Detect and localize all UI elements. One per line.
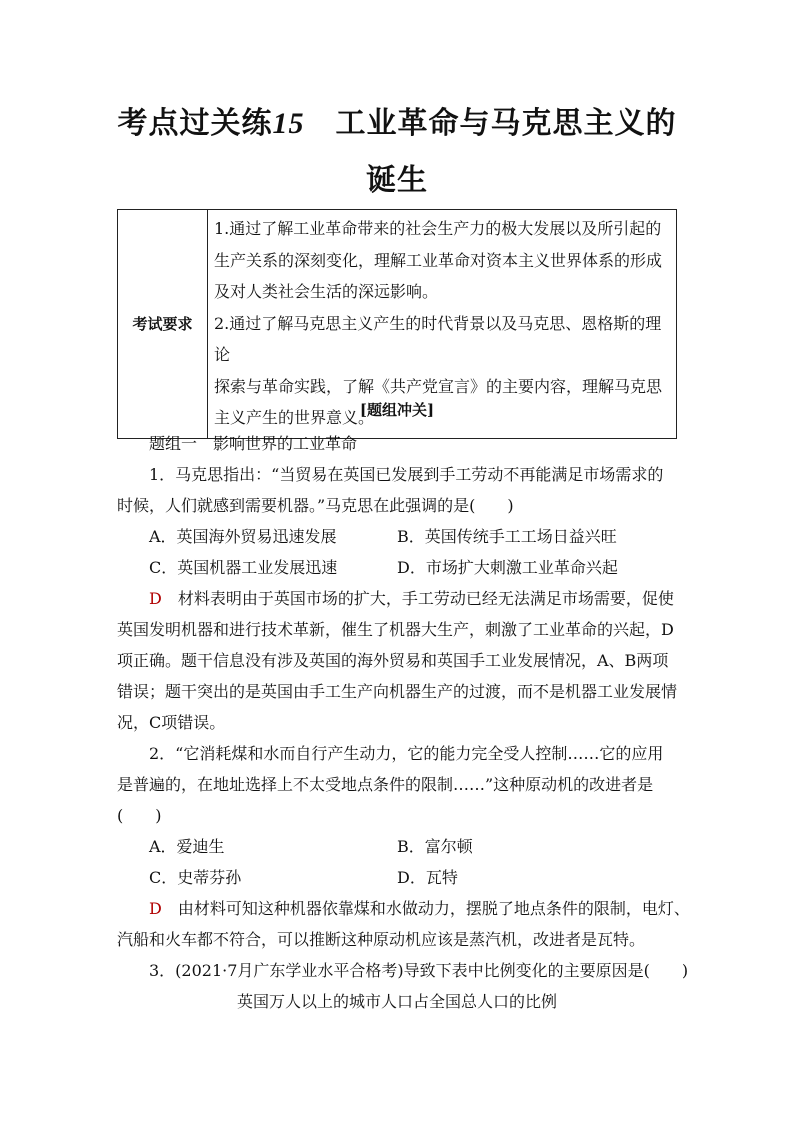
requirements-label: 考试要求 [118,210,208,439]
q1-stem-line: 时候，人们就感到需要机器。”马克思在此强调的是( ) [117,496,514,515]
q1-option-c: C．英国机器工业发展迅速 [149,558,338,577]
q2-option-a: A．爱迪生 [149,837,225,856]
q2-explanation-line: 汽船和火车都不符合，可以推断这种原动机应该是蒸汽机，改进者是瓦特。 [117,930,646,949]
q2-explanation-line: D 由材料可知这种机器依靠煤和水做动力，摆脱了地点条件的限制，电灯、 [149,899,690,918]
q3-table-title: 英国万人以上的城市人口占全国总人口的比例 [236,992,557,1011]
requirement-line: 探索与革命实践，了解《共产党宣言》的主要内容，理解马克思 [214,376,663,396]
q2-option-c: C．史蒂芬孙 [149,868,242,887]
q2-stem-line: 2．“它消耗煤和水而自行产生动力，它的能力完全受人控制……它的应用 [149,744,664,763]
q3-stem-line: 3．(2021·7月广东学业水平合格考)导致下表中比例变化的主要原因是( ) [149,961,689,980]
q1-stem-line: 1．马克思指出：“当贸易在英国已发展到手工劳动不再能满足市场需求的 [149,465,664,484]
q1-option-d: D．市场扩大刺激工业革命兴起 [397,558,618,577]
q2-option-d: D．瓦特 [397,868,458,887]
q1-answer: D [149,589,162,608]
q2-option-b: B．富尔顿 [397,837,473,856]
q1-explanation-line: D 材料表明由于英国市场的扩大，手工劳动已经无法满足市场需要，促使 [149,589,674,608]
q1-explanation-line: 英国发明机器和进行技术革新，催生了机器大生产，刺激了工业革命的兴起，D [117,620,674,639]
q1-explanation-line: 错误；题干突出的是英国由手工生产向机器生产的过渡，而不是机器工业发展情 [117,682,678,701]
title-rest: 工业革命与马克思主义的 [335,106,677,141]
q1-option-b: B．英国传统手工工场日益兴旺 [397,527,617,546]
q2-stem-line: ( ) [117,806,162,825]
q2-stem-line: 是普遍的，在地址选择上不太受地点条件的限制……”这种原动机的改进者是 [117,775,654,794]
title-prefix: 考点过关练 [117,106,273,141]
q1-explanation-line: 况，C项错误。 [117,713,226,732]
section-heading: [题组冲关] [359,401,435,419]
page-title-line2: 诞生 [366,163,428,198]
requirement-line: 1.通过了解工业革命带来的社会生产力的极大发展以及所引起的 [214,219,662,238]
requirement-line: 生产关系的深刻变化，理解工业革命对资本主义世界体系的形成 [214,250,663,270]
q2-answer: D [149,899,162,918]
title-number: 15 [272,107,305,140]
requirement-line: 及对人类社会生活的深远影响。 [214,282,439,301]
requirement-line: 2.通过了解马克思主义产生的时代背景以及马克思、恩格斯的理论 [214,313,662,364]
page-title [0,98,794,142]
q1-explanation-line: 项正确。题干信息没有涉及英国的海外贸易和英国手工业发展情况，A、B两项 [117,651,669,670]
q1-option-a: A．英国海外贸易迅速发展 [149,527,337,546]
requirement-line: 主义产生的世界意义。 [214,408,375,427]
group-heading: 题组一 影响世界的工业革命 [149,434,358,453]
